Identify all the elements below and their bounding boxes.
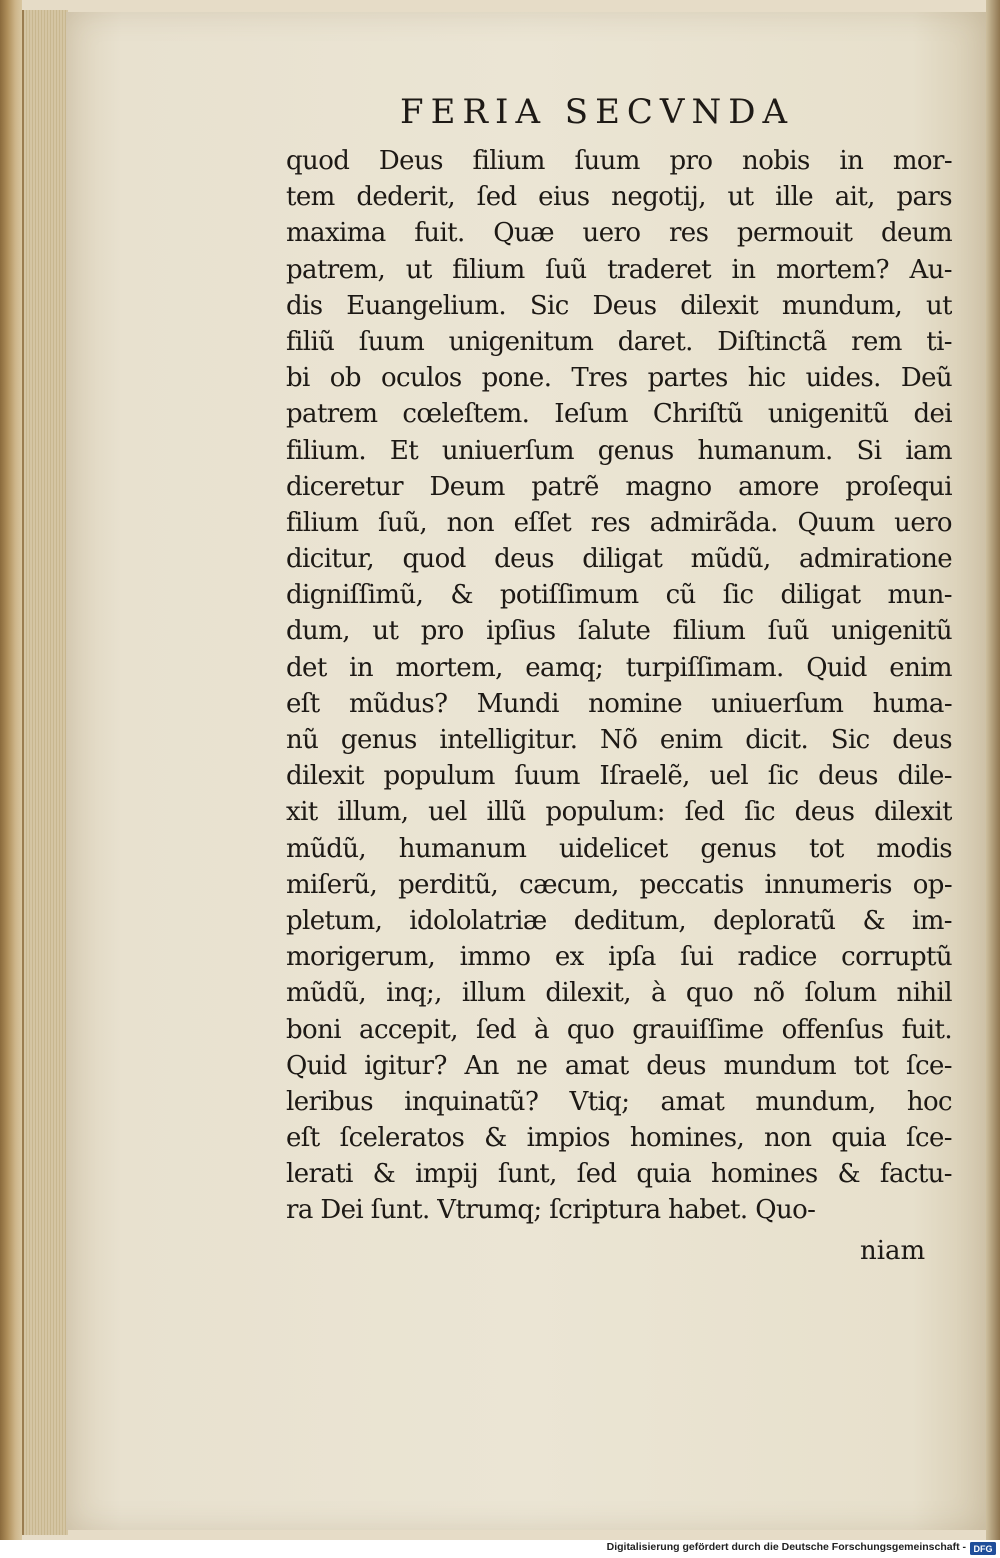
funding-credit: Digitalisierung gefördert durch die Deutsche Forschungsgemeinschaft - (606, 1541, 966, 1553)
text-line: digniſſimũ, & potiſſimum cũ ſic diligat mun- (286, 580, 952, 611)
text-line: bi ob oculos pone. Tres partes hic uides. Deũ (286, 363, 952, 394)
dfg-logo-text: DFG (973, 1544, 993, 1554)
text-line: dilexit populum ſuum Iſraelẽ, uel ſic deus dile- (286, 761, 952, 792)
text-line: filiũ ſuum unigenitum daret. Diſtinctã rem ti- (286, 326, 952, 357)
text-line: miſerũ, perditũ, cæcum, peccatis innumeris op- (286, 869, 952, 900)
text-line: quod Deus filium ſuum pro nobis in mor- (286, 146, 952, 176)
text-line: leribus inquinatũ? Vtiq; amat mundum, hoc (286, 1086, 952, 1117)
text-line: diceretur Deum patrẽ magno amore proſequi (286, 471, 952, 502)
dfg-logo-icon (970, 1542, 996, 1555)
page-stack-edge (22, 10, 68, 1535)
text-line: dicitur, quod deus diligat mũdũ, admiratione (286, 544, 952, 575)
text-line: patrem, ut filium ſuũ traderet in mortem? Au- (286, 254, 952, 285)
text-line: boni accepit, ſed à quo grauiſſime offenſus fuit. (286, 1014, 952, 1045)
text-line: pletum, idololatriæ deditum, deploratũ & im- (286, 905, 952, 936)
text-line: det in mortem, eamq; turpiſſimam. Quid enim (286, 652, 952, 683)
text-line: dis Euangelium. Sic Deus dilexit mundum, ut (286, 290, 952, 321)
catchword: niam (860, 1236, 926, 1266)
text-line: tem dederit, ſed eius negotij, ut ille ait, pars (286, 182, 952, 213)
text-line: filium ſuũ, non eſſet res admirãda. Quum uero (286, 507, 952, 538)
text-line: mũdũ, inq;, illum dilexit, à quo nõ ſolum nihil (286, 978, 952, 1009)
running-head: FERIA SECVNDA (400, 92, 795, 132)
text-line: filium. Et uniuerſum genus humanum. Si iam (286, 435, 952, 466)
text-line: morigerum, immo ex ipſa ſui radice corruptũ (286, 942, 952, 973)
text-line: xit illum, uel illũ populum: ſed ſic deus dilexit (286, 797, 952, 828)
text-line: patrem cœleſtem. Ieſum Chriſtũ unigenitũ dei (286, 399, 952, 430)
text-line: lerati & impij ſunt, ſed quia homines & factu- (286, 1159, 952, 1190)
book-binding-edge (0, 0, 22, 1540)
text-line: eſt ſceleratos & impios homines, non quia ſce- (286, 1123, 952, 1154)
page-right-edge (986, 0, 1000, 1540)
text-line: mũdũ, humanum uidelicet genus tot modis (286, 833, 952, 864)
text-line: dum, ut pro ipſius ſalute filium ſuũ unigenitũ (286, 616, 952, 647)
body-text (286, 143, 952, 1229)
text-line: Quid igitur? An ne amat deus mundum tot ſce- (286, 1050, 952, 1081)
text-line: ra Dei ſunt. Vtrumq; ſcriptura habet. Quo- (286, 1195, 816, 1226)
text-line: maxima fuit. Quæ uero res permouit deum (286, 218, 952, 249)
text-line: eſt mũdus? Mundi nomine uniuerſum huma- (286, 688, 952, 719)
text-line: nũ genus intelligitur. Nõ enim dicit. Sic deus (286, 725, 952, 755)
